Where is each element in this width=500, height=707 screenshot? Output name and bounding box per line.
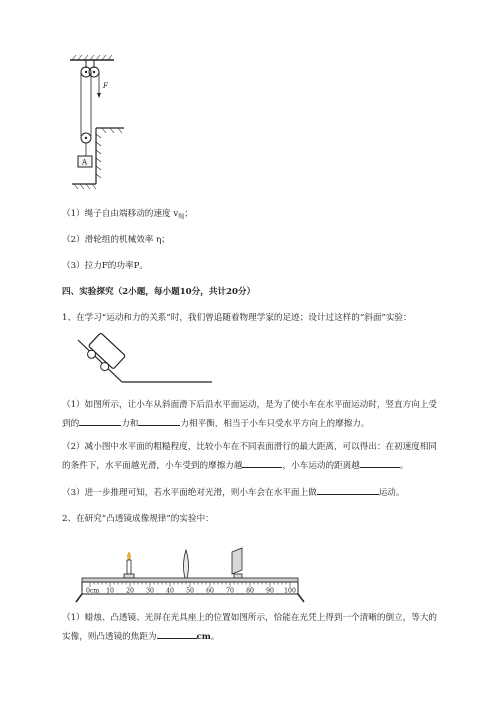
part-3-text-b: 运动。 bbox=[378, 488, 405, 498]
part-1-text-b: 力和 bbox=[121, 419, 139, 429]
question-1-text: （1）绳子自由端移动的速度 v bbox=[62, 209, 179, 219]
force-label: F bbox=[103, 82, 108, 90]
problem-1-intro: 1、在学习“运动和力的关系”时，我们曾追随着物理学家的足迹；设计过这样的“斜面”实验： bbox=[62, 313, 412, 323]
ruler-tick-label: 50 bbox=[186, 587, 194, 595]
ruler-tick-label: 70 bbox=[226, 587, 234, 595]
answer-blank-6[interactable] bbox=[157, 638, 197, 639]
question-1 bbox=[62, 207, 193, 221]
problem-1-part-3 bbox=[62, 486, 405, 498]
question-1-end: ； bbox=[184, 209, 193, 219]
p2-part-1-text: （1）蜡烛、凸透镜、光屏在光具座上的位置如图所示，恰能在光凭上得到一个清晰的倒立，等大的实像，则凸透镜的焦距为 bbox=[62, 613, 438, 642]
problem-1-part-2 bbox=[62, 438, 442, 476]
incline-cart-figure bbox=[76, 330, 216, 390]
answer-blank-3[interactable] bbox=[242, 467, 282, 468]
ruler-tick-label: 100 bbox=[284, 587, 296, 595]
question-3: （3）拉力F的功率P。 bbox=[62, 261, 148, 271]
ruler-tick-label: 10 bbox=[106, 587, 114, 595]
p2-part-1-unit: cm bbox=[196, 632, 211, 642]
part-2-text-c: 。 bbox=[399, 461, 409, 471]
question-1-subscript: 绳 bbox=[178, 213, 185, 221]
block-label: A bbox=[82, 158, 88, 167]
ruler-tick-label: 80 bbox=[246, 587, 254, 595]
problem-2-part-1 bbox=[62, 609, 442, 647]
optical-bench-figure bbox=[74, 538, 306, 606]
part-3-text-a: （3）进一步推理可知，若水平面绝对光滑，则小车会在水平面上做 bbox=[62, 488, 317, 498]
section-title: 四、实验探究（2小题，每小题10分，共计20分） bbox=[62, 287, 256, 297]
ruler-tick-label: 60 bbox=[206, 587, 214, 595]
problem-1-part-1 bbox=[62, 396, 442, 434]
part-2-text-b: ，小车运动的距离越 bbox=[282, 461, 360, 471]
answer-blank-5[interactable] bbox=[317, 494, 379, 495]
ruler-tick-label: 90 bbox=[266, 587, 274, 595]
answer-blank-1[interactable] bbox=[79, 425, 121, 426]
answer-blank-2[interactable] bbox=[138, 425, 180, 426]
ruler-tick-label: 20 bbox=[126, 587, 134, 595]
ruler-unit-label: 0cm bbox=[86, 587, 100, 595]
pulley-figure bbox=[62, 50, 132, 190]
ruler-tick-label: 30 bbox=[146, 587, 154, 595]
answer-blank-4[interactable] bbox=[360, 467, 400, 468]
part-2-text-a: （2）减小图中水平面的粗糙程度，比较小车在不同表面滑行的最大距离，可以得出：在初速度相同的条件下，水平面越光滑，小车受到的摩擦力越 bbox=[62, 442, 438, 471]
part-1-text-c: 力相平衡，相当于小车只受水平方向上的摩擦力。 bbox=[180, 419, 370, 429]
question-2: （2）滑轮组的机械效率 η； bbox=[62, 235, 170, 245]
p2-part-1-end: 。 bbox=[210, 632, 220, 642]
part-1-text-a: （1）如图所示，让小车从斜面滑下后沿水平面运动，是为了使小车在水平面运动时，竖直方向上受到的 bbox=[62, 400, 438, 429]
problem-2-intro: 2、在研究”凸透镜成像规律”的实验中： bbox=[62, 514, 214, 524]
ruler-tick-label: 40 bbox=[166, 587, 174, 595]
